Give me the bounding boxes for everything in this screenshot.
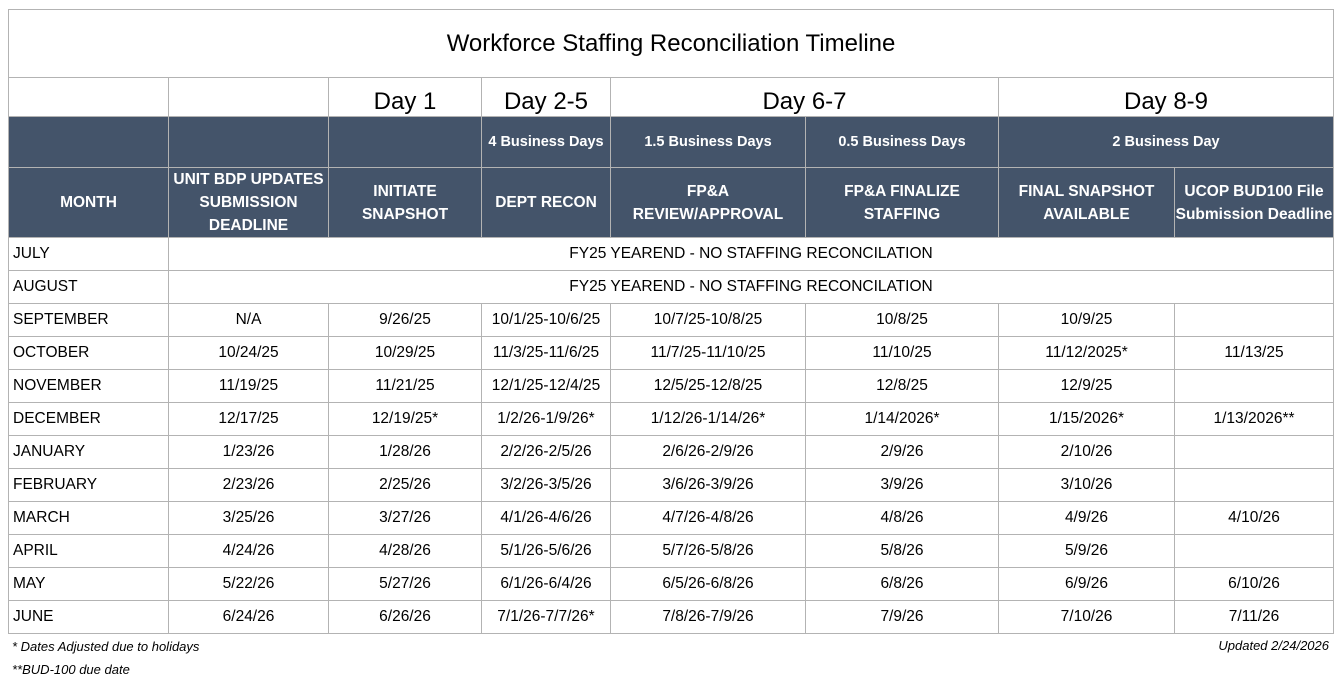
duration-final: 2 Business Day [999, 117, 1334, 168]
fpa-review-cell: 3/6/26-3/9/26 [611, 469, 806, 502]
month-cell: NOVEMBER [9, 370, 169, 403]
dept-recon-cell: 11/3/25-11/6/25 [482, 337, 611, 370]
blank-cell [9, 78, 169, 117]
final-snapshot-cell: 10/9/25 [999, 304, 1175, 337]
column-header-fpa-review: FP&A REVIEW/APPROVAL [611, 168, 806, 238]
table-row [9, 601, 1334, 634]
month-cell: MARCH [9, 502, 169, 535]
initiate-snapshot-cell: 6/26/26 [329, 601, 482, 634]
final-snapshot-cell: 7/10/26 [999, 601, 1175, 634]
fpa-finalize-cell: 6/8/26 [806, 568, 999, 601]
timeline-table [8, 9, 1334, 634]
initiate-snapshot-cell: 5/27/26 [329, 568, 482, 601]
ucop-bud100-cell: 11/13/25 [1175, 337, 1334, 370]
fpa-review-cell: 1/12/26-1/14/26* [611, 403, 806, 436]
fpa-finalize-cell: 3/9/26 [806, 469, 999, 502]
dept-recon-cell: 12/1/25-12/4/25 [482, 370, 611, 403]
blank-header-cell [9, 117, 169, 168]
ucop-bud100-cell [1175, 469, 1334, 502]
column-header-ucop-bud100: UCOP BUD100 File Submission Deadline [1175, 168, 1334, 238]
ucop-bud100-cell [1175, 535, 1334, 568]
initiate-snapshot-cell: 12/19/25* [329, 403, 482, 436]
fpa-finalize-cell: 7/9/26 [806, 601, 999, 634]
month-cell: JUNE [9, 601, 169, 634]
fpa-finalize-cell: 4/8/26 [806, 502, 999, 535]
blank-header-cell [329, 117, 482, 168]
initiate-snapshot-cell: 1/28/26 [329, 436, 482, 469]
duration-review: 1.5 Business Days [611, 117, 806, 168]
duration-dept-recon: 4 Business Days [482, 117, 611, 168]
fpa-finalize-cell: 2/9/26 [806, 436, 999, 469]
dept-recon-cell: 1/2/26-1/9/26* [482, 403, 611, 436]
fpa-review-cell: 11/7/25-11/10/25 [611, 337, 806, 370]
month-cell: SEPTEMBER [9, 304, 169, 337]
dept-recon-cell: 6/1/26-6/4/26 [482, 568, 611, 601]
initiate-snapshot-cell: 2/25/26 [329, 469, 482, 502]
column-header-row [9, 168, 1334, 238]
month-cell: DECEMBER [9, 403, 169, 436]
bdp-deadline-cell: 2/23/26 [169, 469, 329, 502]
table-row [9, 403, 1334, 436]
fpa-review-cell: 5/7/26-5/8/26 [611, 535, 806, 568]
table-row [9, 469, 1334, 502]
month-cell: FEBRUARY [9, 469, 169, 502]
month-cell: JULY [9, 238, 169, 271]
bdp-deadline-cell: 11/19/25 [169, 370, 329, 403]
ucop-bud100-cell: 7/11/26 [1175, 601, 1334, 634]
column-header-bdp-deadline: UNIT BDP UPDATES SUBMISSION DEADLINE [169, 168, 329, 238]
initiate-snapshot-cell: 4/28/26 [329, 535, 482, 568]
fpa-finalize-cell: 10/8/25 [806, 304, 999, 337]
fpa-review-cell: 4/7/26-4/8/26 [611, 502, 806, 535]
bdp-deadline-cell: 10/24/25 [169, 337, 329, 370]
final-snapshot-cell: 4/9/26 [999, 502, 1175, 535]
bdp-deadline-cell: 4/24/26 [169, 535, 329, 568]
final-snapshot-cell: 5/9/26 [999, 535, 1175, 568]
fpa-review-cell: 7/8/26-7/9/26 [611, 601, 806, 634]
day-group-1: Day 1 [329, 78, 482, 117]
table-row [9, 370, 1334, 403]
yearend-note-cell: FY25 YEAREND - NO STAFFING RECONCILATION [169, 271, 1334, 304]
day-group-8-9: Day 8-9 [999, 78, 1334, 117]
duration-row [9, 117, 1334, 168]
dept-recon-cell: 5/1/26-5/6/26 [482, 535, 611, 568]
bdp-deadline-cell: 1/23/26 [169, 436, 329, 469]
final-snapshot-cell: 3/10/26 [999, 469, 1175, 502]
yearend-note-cell: FY25 YEAREND - NO STAFFING RECONCILATION [169, 238, 1334, 271]
day-group-2-5: Day 2-5 [482, 78, 611, 117]
fpa-finalize-cell: 11/10/25 [806, 337, 999, 370]
day-group-6-7: Day 6-7 [611, 78, 999, 117]
bdp-deadline-cell: N/A [169, 304, 329, 337]
fpa-review-cell: 10/7/25-10/8/25 [611, 304, 806, 337]
fpa-review-cell: 6/5/26-6/8/26 [611, 568, 806, 601]
duration-finalize: 0.5 Business Days [806, 117, 999, 168]
final-snapshot-cell: 11/12/2025* [999, 337, 1175, 370]
column-header-initiate-snapshot: INITIATE SNAPSHOT [329, 168, 482, 238]
table-row [9, 238, 1334, 271]
bdp-deadline-cell: 3/25/26 [169, 502, 329, 535]
fpa-finalize-cell: 12/8/25 [806, 370, 999, 403]
fpa-review-cell: 12/5/25-12/8/25 [611, 370, 806, 403]
column-header-fpa-finalize: FP&A FINALIZE STAFFING [806, 168, 999, 238]
dept-recon-cell: 3/2/26-3/5/26 [482, 469, 611, 502]
ucop-bud100-cell: 6/10/26 [1175, 568, 1334, 601]
initiate-snapshot-cell: 9/26/25 [329, 304, 482, 337]
dept-recon-cell: 7/1/26-7/7/26* [482, 601, 611, 634]
table-row [9, 304, 1334, 337]
footnote-bud100: **BUD-100 due date [12, 662, 130, 677]
fpa-finalize-cell: 5/8/26 [806, 535, 999, 568]
bdp-deadline-cell: 12/17/25 [169, 403, 329, 436]
bdp-deadline-cell: 5/22/26 [169, 568, 329, 601]
initiate-snapshot-cell: 3/27/26 [329, 502, 482, 535]
fpa-review-cell: 2/6/26-2/9/26 [611, 436, 806, 469]
dept-recon-cell: 4/1/26-4/6/26 [482, 502, 611, 535]
page-title: Workforce Staffing Reconciliation Timeline [9, 10, 1334, 78]
table-row [9, 271, 1334, 304]
dept-recon-cell: 2/2/26-2/5/26 [482, 436, 611, 469]
ucop-bud100-cell [1175, 436, 1334, 469]
updated-date: Updated 2/24/2026 [1218, 638, 1329, 653]
ucop-bud100-cell [1175, 304, 1334, 337]
final-snapshot-cell: 6/9/26 [999, 568, 1175, 601]
column-header-dept-recon: DEPT RECON [482, 168, 611, 238]
column-header-month: MONTH [9, 168, 169, 238]
table-row [9, 535, 1334, 568]
ucop-bud100-cell [1175, 370, 1334, 403]
dept-recon-cell: 10/1/25-10/6/25 [482, 304, 611, 337]
ucop-bud100-cell: 1/13/2026** [1175, 403, 1334, 436]
blank-cell [169, 78, 329, 117]
month-cell: MAY [9, 568, 169, 601]
bdp-deadline-cell: 6/24/26 [169, 601, 329, 634]
day-group-row [9, 78, 1334, 117]
final-snapshot-cell: 12/9/25 [999, 370, 1175, 403]
month-cell: OCTOBER [9, 337, 169, 370]
initiate-snapshot-cell: 10/29/25 [329, 337, 482, 370]
table-row [9, 337, 1334, 370]
blank-header-cell [169, 117, 329, 168]
table-row [9, 568, 1334, 601]
fpa-finalize-cell: 1/14/2026* [806, 403, 999, 436]
month-cell: APRIL [9, 535, 169, 568]
ucop-bud100-cell: 4/10/26 [1175, 502, 1334, 535]
initiate-snapshot-cell: 11/21/25 [329, 370, 482, 403]
final-snapshot-cell: 2/10/26 [999, 436, 1175, 469]
column-header-final-snapshot: FINAL SNAPSHOT AVAILABLE [999, 168, 1175, 238]
footnote-holidays: * Dates Adjusted due to holidays [12, 639, 200, 654]
final-snapshot-cell: 1/15/2026* [999, 403, 1175, 436]
table-row [9, 436, 1334, 469]
month-cell: AUGUST [9, 271, 169, 304]
table-row [9, 502, 1334, 535]
month-cell: JANUARY [9, 436, 169, 469]
